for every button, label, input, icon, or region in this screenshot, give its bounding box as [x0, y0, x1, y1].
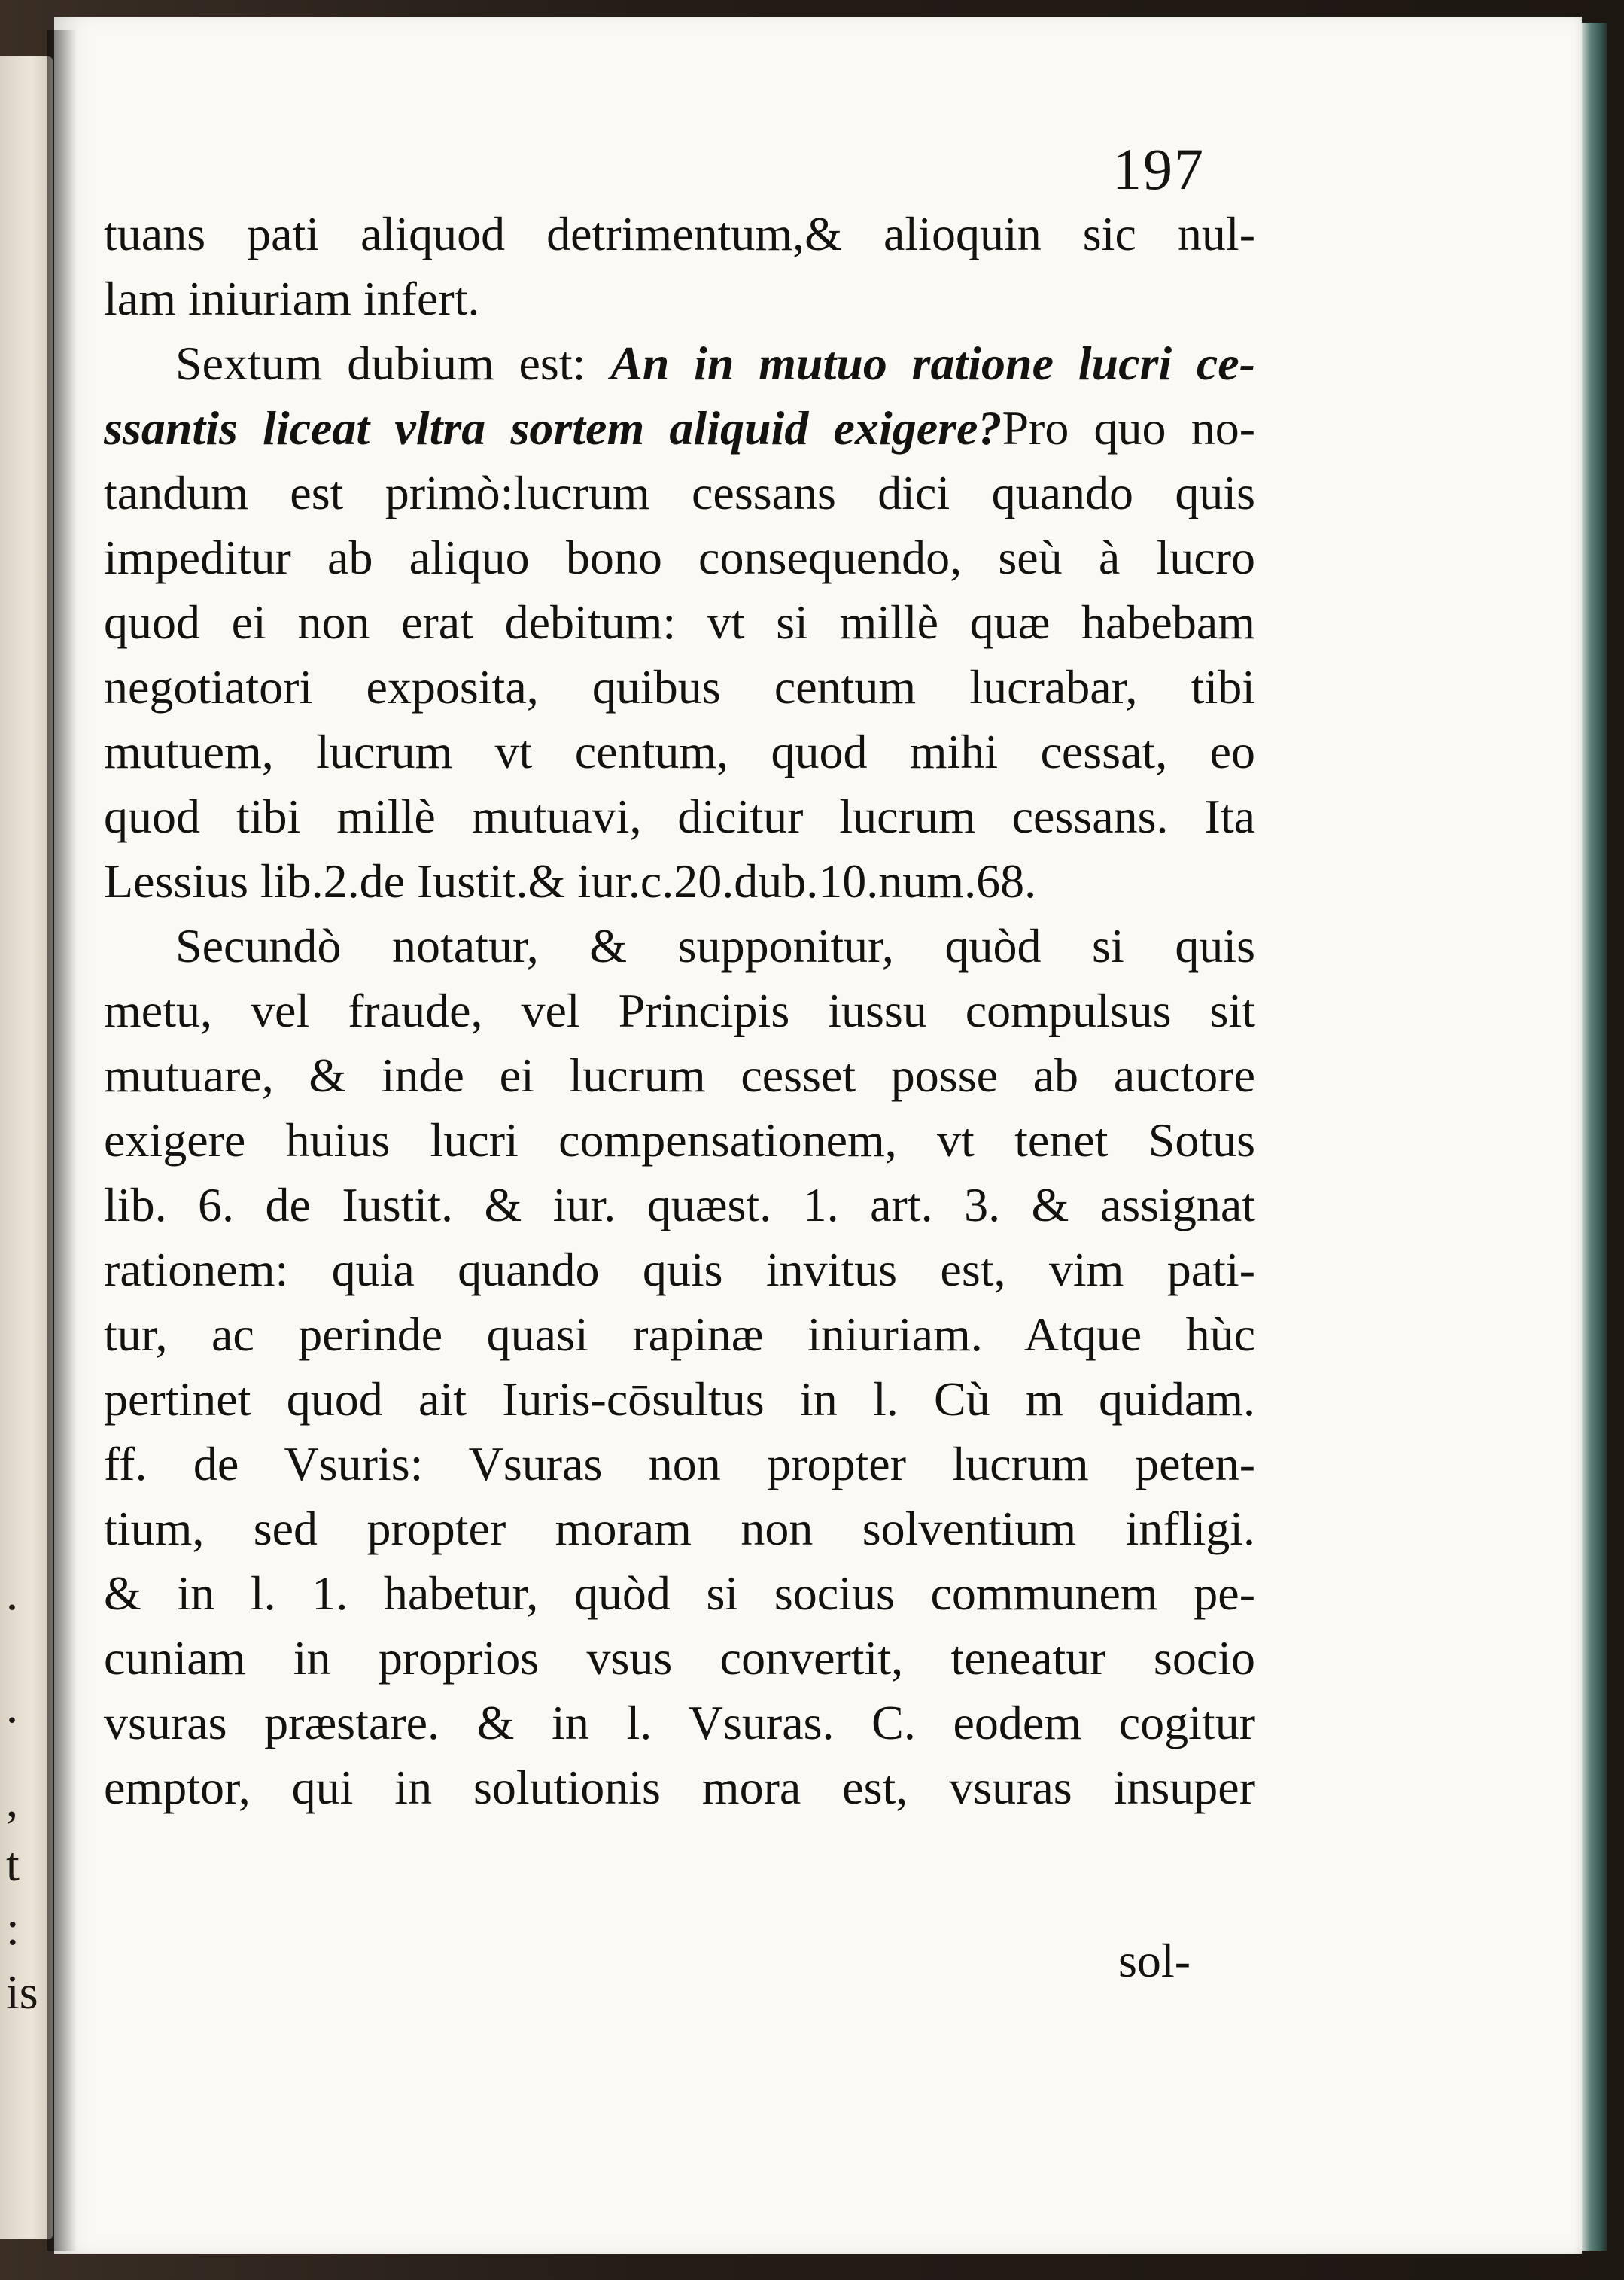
line-text: Sextum dubium est:: [175, 336, 611, 390]
text-line: lam iniuriam infert.: [104, 272, 480, 325]
facing-fragment: .: [6, 1679, 18, 1733]
catchword: sol-: [1118, 1934, 1191, 1987]
text-line: tandum est primò:lucrum cessans dici quando quis: [104, 466, 1255, 519]
text-line: Secundò notatur, & supponitur, quòd si quis: [175, 919, 1255, 973]
text-line: exigere huius lucri compensationem, vt tenet Sotus: [104, 1113, 1255, 1167]
text-line: tuans pati aliquod detrimentum,& alioquin sic nul-: [104, 207, 1255, 260]
text-line: [104, 331, 1255, 396]
page-number: 197: [1112, 136, 1205, 202]
text-line: tium, sed propter moram non solventium infligi.: [104, 1502, 1255, 1555]
facing-fragment: .: [6, 1566, 18, 1620]
facing-fragment: :: [6, 1901, 20, 1955]
text-line: metu, vel fraude, vel Principis iussu compulsus sit: [104, 984, 1255, 1037]
text-line: vsuras præstare. & in l. Vsuras. C. eodem cogitur: [104, 1696, 1255, 1749]
italic-question: ssantis liceat vltra sortem aliquid exigere?: [104, 401, 1002, 455]
italic-question: An in mutuo ratione lucri ce-: [610, 336, 1255, 390]
text-line: cuniam in proprios vsus convertit, teneatur socio: [104, 1631, 1255, 1685]
text-line: & in l. 1. habetur, quòd si socius communem pe-: [104, 1566, 1255, 1620]
text-line: quod ei non erat debitum: vt si millè quæ habebam: [104, 595, 1255, 649]
line-text: Pro quo no-: [1002, 401, 1255, 455]
facing-fragment: is: [6, 1965, 38, 2019]
text-line: lib. 6. de Iustit. & iur. quæst. 1. art. 3. & assignat: [104, 1178, 1255, 1231]
page-gutter-shadow: [47, 30, 77, 2251]
text-line: negotiatori exposita, quibus centum lucrabar, tibi: [104, 660, 1255, 714]
text-line: emptor, qui in solutionis mora est, vsuras insuper: [104, 1761, 1255, 1814]
text-line: pertinet quod ait Iuris-cōsultus in l. Cù m quidam.: [104, 1372, 1255, 1426]
text-line: rationem: quia quando quis invitus est, vim pati-: [104, 1243, 1255, 1296]
text-line: impeditur ab aliquo bono consequendo, seù à lucro: [104, 531, 1255, 584]
facing-fragment: t: [6, 1837, 20, 1891]
facing-fragment: ,: [6, 1773, 18, 1827]
body-text: [104, 202, 1255, 1820]
text-line: quod tibi millè mutuavi, dicitur lucrum cessans. Ita: [104, 790, 1255, 843]
facing-page-text: [6, 56, 51, 2239]
text-line: tur, ac perinde quasi rapinæ iniuriam. Atque hùc: [104, 1307, 1255, 1361]
page-fore-edge: [1582, 23, 1607, 2251]
text-line: mutuare, & inde ei lucrum cesset posse ab auctore: [104, 1049, 1255, 1102]
text-line: [104, 396, 1255, 461]
text-line: mutuem, lucrum vt centum, quod mihi cessat, eo: [104, 725, 1255, 778]
text-line: ff. de Vsuris: Vsuras non propter lucrum peten-: [104, 1437, 1255, 1490]
facing-page-edge: [0, 56, 53, 2239]
text-line: Lessius lib.2.de Iustit.& iur.c.20.dub.10.num.68.: [104, 854, 1037, 908]
